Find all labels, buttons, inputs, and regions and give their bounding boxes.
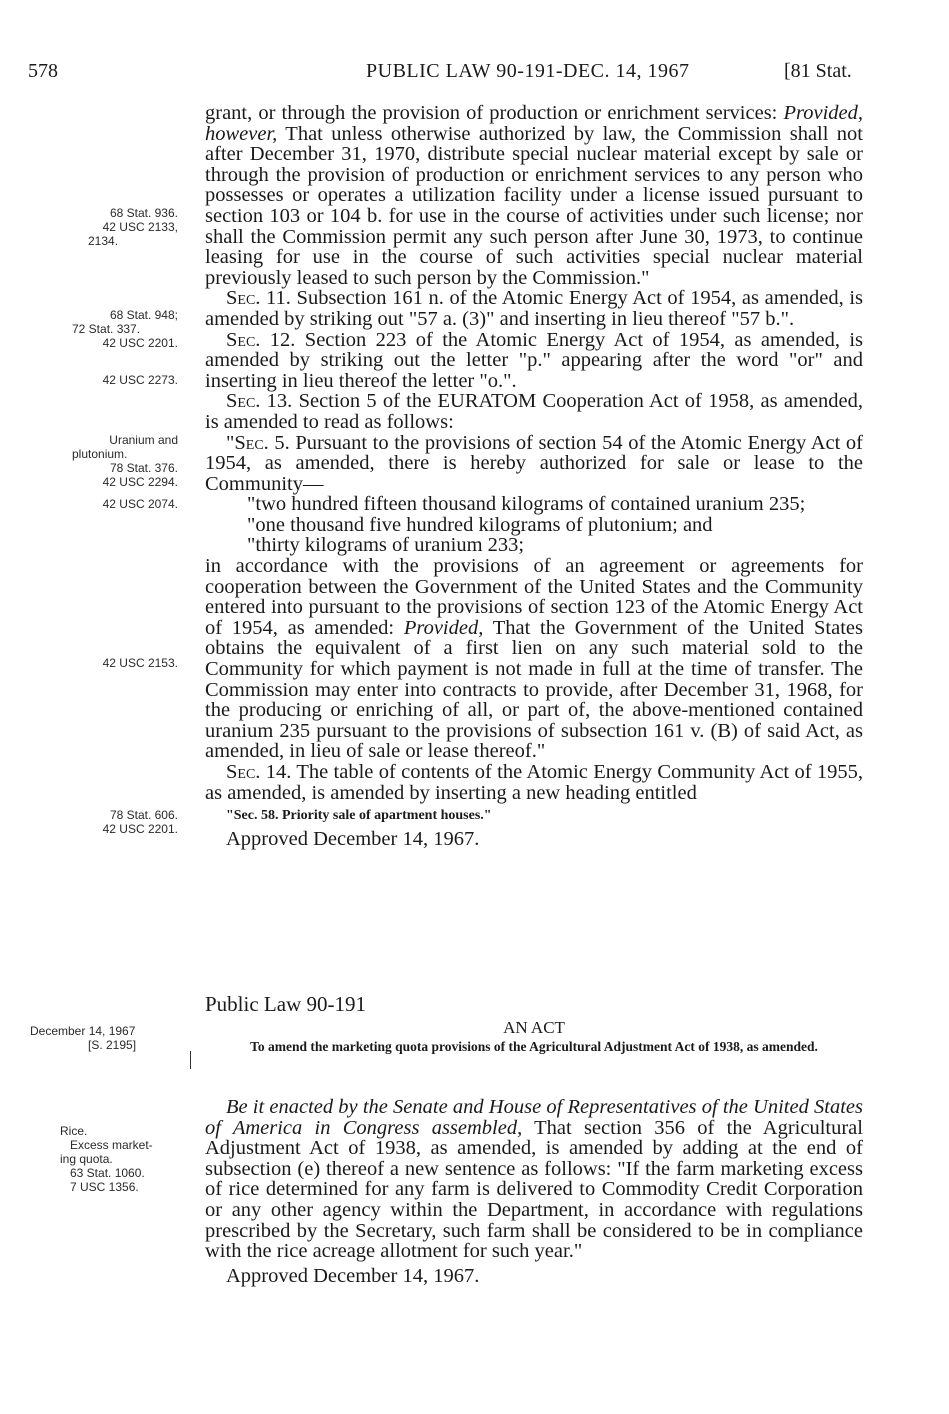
margin-line: Excess market- xyxy=(70,1138,153,1152)
act-long-title: To amend the marketing quota provisions of the Agricultural Adjustment Act of 1938, as amended. xyxy=(250,1039,818,1054)
margin-line: 68 Stat. 948; xyxy=(109,308,178,322)
margin-line: 78 Stat. 376. xyxy=(109,461,178,475)
margin-line: 68 Stat. 936. xyxy=(109,206,178,220)
margin-line: 63 Stat. 1060. xyxy=(70,1166,145,1180)
margin-note-5 xyxy=(60,497,178,511)
margin-line: Rice. xyxy=(60,1124,88,1138)
statute-reference: [81 Stat. xyxy=(784,60,852,82)
approval-date-2: Approved December 14, 1967. xyxy=(226,1264,480,1287)
section-11: Sec. 11. Subsection 161 n. of the Atomic Energy Act of 1954, as amended, is amended by striking out "57 a. (3)" and inserting in lieu thereof "57 b.". xyxy=(205,287,864,330)
page-header xyxy=(0,60,949,90)
margin-note-7 xyxy=(60,808,178,836)
enacting-clause: Be it enacted by the Senate and House of Representatives of the United States of America in Congress assembled, That section 356 of the Agricultural Adjustment Act of 1938, as amended, is amended by adding at the end of subsection (e) thereof a new sentence as follows: "If the farm marketing excess of rice determined for any farm is delivered to Commodity Credit Corporation or any other agency within the Department, in accordance with regulations prescribed by the Secretary, such farm shall be considered to be in compliance with the rice acreage allotment for such year." xyxy=(205,1096,863,1263)
margin-note-6 xyxy=(60,656,178,670)
margin-note-2 xyxy=(60,308,178,350)
margin-note-4 xyxy=(60,433,178,489)
margin-line: 42 USC 2201. xyxy=(102,822,178,836)
margin-line: 42 USC 2201. xyxy=(102,336,178,350)
section-13: Sec. 13. Section 5 of the EURATOM Cooperation Act of 1958, as amended, is amended to read as follows: xyxy=(205,390,863,433)
heading-entry: "Sec. 58. Priority sale of apartment houses." xyxy=(226,808,492,824)
margin-line: Uranium and xyxy=(109,433,178,447)
body-text xyxy=(205,103,863,850)
section-14: Sec. 14. The table of contents of the Atomic Energy Community Act of 1955, as amended, is amended by inserting a new heading entitled xyxy=(205,761,863,804)
margin-note-date xyxy=(30,1024,200,1052)
margin-line: December 14, 1967 xyxy=(30,1024,136,1038)
margin-note-rice xyxy=(60,1124,190,1194)
running-title: PUBLIC LAW 90-191-DEC. 14, 1967 xyxy=(366,60,690,82)
margin-line: 72 Stat. 337. xyxy=(72,322,141,336)
margin-line: 42 USC 2273. xyxy=(102,373,178,387)
section-5-text: "Sec. 5. Pursuant to the provisions of section 54 of the Atomic Energy Act of 1954, as amended, there is hereby authorized for sale or lease to the Community— xyxy=(205,431,863,495)
margin-line: [S. 2195] xyxy=(88,1038,137,1052)
margin-line: 7 USC 1356. xyxy=(70,1180,139,1194)
an-act-heading: AN ACT xyxy=(503,1018,565,1037)
bracket-rule xyxy=(190,1051,203,1069)
margin-line: plutonium. xyxy=(72,447,128,461)
public-law-title: Public Law 90-191 xyxy=(205,992,366,1016)
list-item-uranium-233: "thirty kilograms of uranium 233; xyxy=(247,534,525,557)
margin-line: 42 USC 2074. xyxy=(102,497,178,511)
list-item-plutonium: "one thousand five hundred kilograms of plutonium; and xyxy=(247,513,713,536)
list-item-uranium-235: "two hundred fifteen thousand kilograms of contained uranium 235; xyxy=(247,493,806,516)
paragraph-continuation: grant, or through the provision of production or enrichment services: Provided, however, That unless otherwise authorized by law, the Commission shall not after December 31, 1970, distribute special nuclear material except by sale or through the provision of production or enrichment services to any person who possesses or operates a utilization facility under a license issued pursuant to section 103 or 104 b. for use in the course of activities under such license; nor shall the Commission permit any such person after June 30, 1973, to continue leasing for use in the course of such activities special nuclear material previously leased to such person by the Commission." xyxy=(205,102,863,289)
margin-note-1 xyxy=(60,206,178,248)
margin-line: 42 USC 2133, xyxy=(102,220,178,234)
page-number: 578 xyxy=(28,60,58,82)
margin-line: ing quota. xyxy=(60,1152,113,1166)
margin-note-3 xyxy=(60,373,178,387)
body-text-2 xyxy=(205,1097,863,1286)
margin-line: 78 Stat. 606. xyxy=(109,808,178,822)
paragraph-accordance: in accordance with the provisions of an agreement or agreements for cooperation between the Government of the United States and the Community entered into pursuant to the provisions of section 123 of the Atomic Energy Act of 1954, as amended: Provided, That the Government of the United States obtains the equivalent of a first lien on any such material sold to the Community for which payment is not made in full at the time of transfer. The Commission may enter into contracts to provide, after December 31, 1968, for the producing or enriching of all, or part of, the above-mentioned contained uranium 235 pursuant to the provisions of subsection 161 v. (B) of said Act, as amended, in lieu of sale or lease thereof." xyxy=(205,555,863,763)
margin-line: 42 USC 2153. xyxy=(102,656,178,670)
section-12: Sec. 12. Section 223 of the Atomic Energy Act of 1954, as amended, is amended by striking out the letter "p." appearing after the word "or" and inserting in lieu thereof the letter "o.". xyxy=(205,328,863,392)
margin-line: 42 USC 2294. xyxy=(102,475,178,489)
approval-date: Approved December 14, 1967. xyxy=(226,828,480,851)
margin-line: 2134. xyxy=(88,234,119,248)
